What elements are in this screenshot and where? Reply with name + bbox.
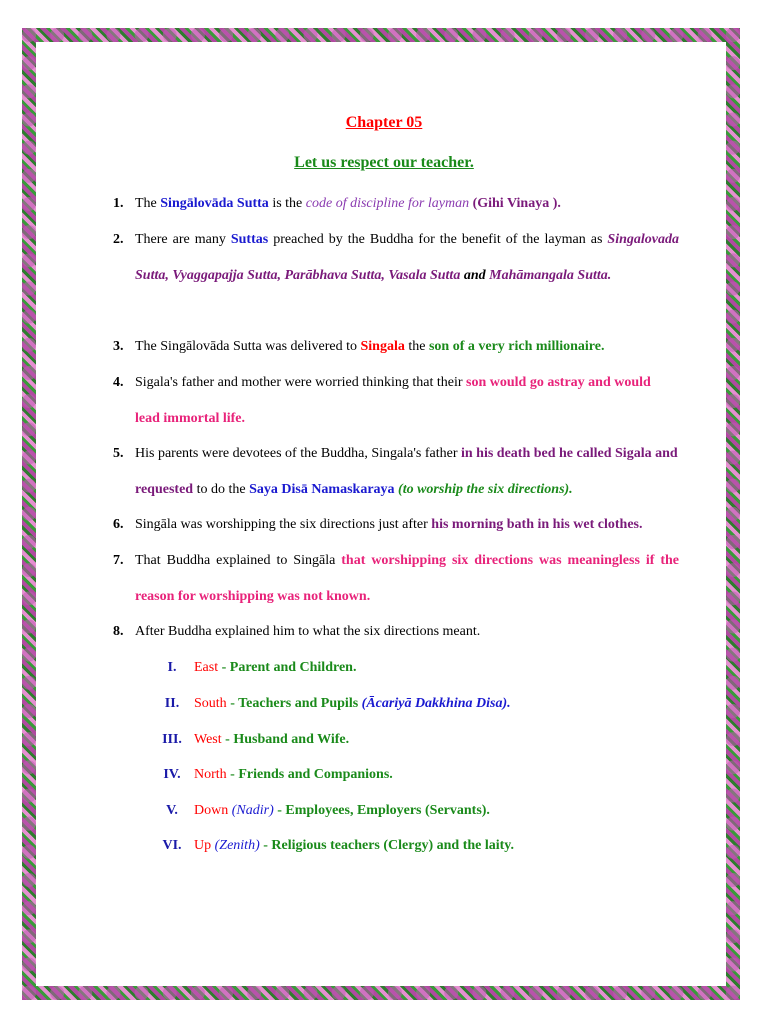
list-item-2: 2. There are many Suttas preached by the Buddha for the benefit of the layman as Singalovada Sutta, Vyaggapajja Sutta, Parābhava Sutta, Vasala Sutta and Mahāmangala Sutta.: [113, 232, 679, 283]
list-item-5: 5. His parents were devotees of the Buddha, Singala's father in his death bed he called Sigala and requested to do the Saya Disā Namaskaraya (to worship the six directions).: [113, 446, 678, 497]
direction-item-up: VI. Up (Zenith) - Religious teachers (Clergy) and the laity.: [162, 838, 515, 853]
direction-item-north: IV. North - Friends and Companions.: [163, 767, 393, 782]
direction-item-east: I. East - Parent and Children.: [167, 660, 357, 675]
list-item-3: 3. The Singālovāda Sutta was delivered to Singala the son of a very rich millionaire.: [113, 339, 605, 354]
chapter-title: Chapter 05: [345, 114, 423, 131]
list-item-1: 1. The Singālovāda Sutta is the code of discipline for layman (Gihi Vinaya ).: [113, 196, 561, 211]
list-item-7: 7. That Buddha explained to Singāla that worshipping six directions was meaningless if the reason for worshipping was not known.: [113, 553, 680, 604]
list-item-4: 4. Sigala's father and mother were worried thinking that their son would go astray and would lead immortal life.: [113, 375, 651, 426]
direction-item-south: II. South - Teachers and Pupils (Ācariyā Dakkhina Disa).: [164, 696, 511, 711]
list-item-8: 8. After Buddha explained him to what the six directions meant.: [113, 624, 481, 639]
direction-item-down: V. Down (Nadir) - Employees, Employers (Servants).: [166, 803, 490, 818]
page-subtitle: Let us respect our teacher.: [294, 154, 474, 171]
direction-item-west: III. West - Husband and Wife.: [162, 732, 350, 747]
list-item-6: 6. Singāla was worshipping the six directions just after his morning bath in his wet clothes.: [113, 517, 643, 532]
